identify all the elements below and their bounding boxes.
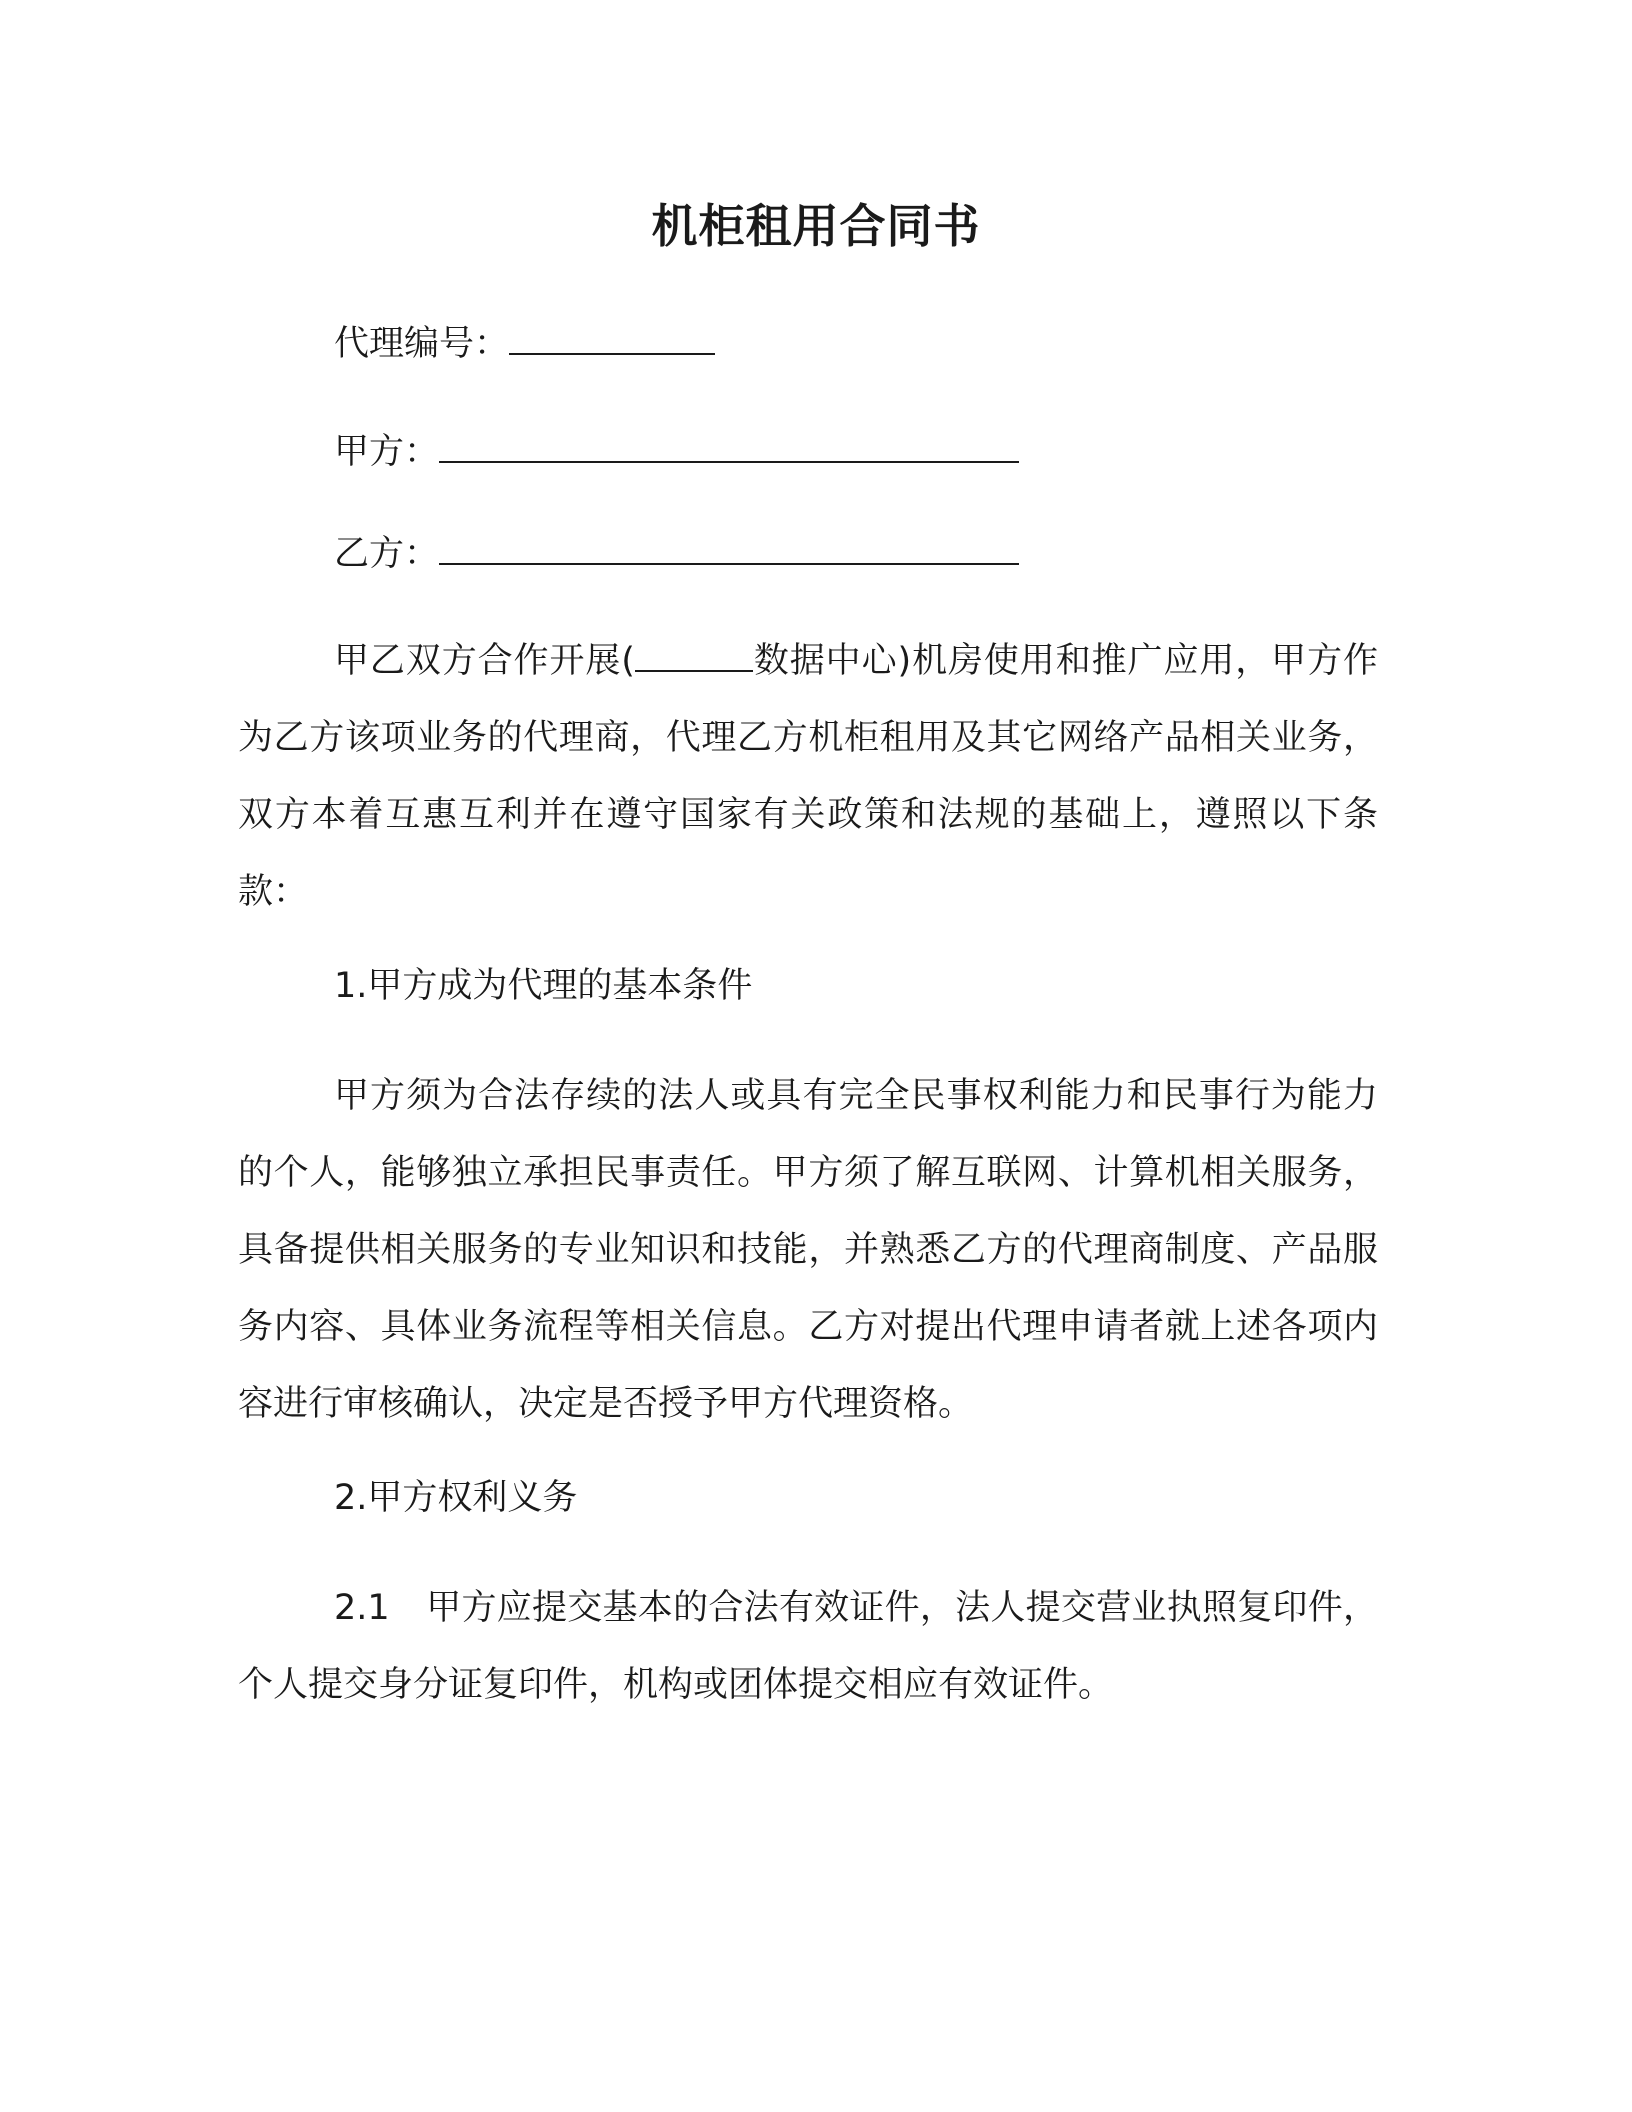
party-a-blank[interactable] [439, 431, 1019, 463]
clause-2-1-text: 甲方应提交基本的合法有效证件，法人提交营业执照复印件，个人提交身分证复印件，机构或团体提交相应有效证件。 [238, 1588, 1378, 1705]
agent-code-label: 代理编号： [334, 324, 510, 364]
agent-code-field [334, 320, 715, 368]
party-b-field [334, 530, 1019, 578]
document-title: 机柜租用合同书 [651, 199, 981, 253]
party-b-blank[interactable] [439, 533, 1019, 565]
party-b-label: 乙方： [334, 534, 440, 574]
party-a-field [334, 428, 1019, 476]
intro-paragraph [238, 623, 1378, 931]
clause-2-1 [238, 1570, 1378, 1724]
clause-2-1-number: 2.1 [334, 1588, 390, 1628]
intro-text-before-blank: 甲乙双方合作开展( [334, 641, 635, 681]
intro-text-after-blank: 数据中心)机房使用和推广应用，甲方作为乙方该项业务的代理商，代理乙方机柜租用及其它网络产品相关业务，双方本着互惠互利并在遵守国家有关政策和法规的基础上，遵照以下条款： [238, 641, 1378, 912]
agent-code-blank[interactable] [509, 323, 715, 355]
data-center-blank[interactable] [635, 640, 753, 672]
section2-heading: 2.甲方权利义务 [334, 1478, 578, 1518]
party-a-label: 甲方： [334, 432, 440, 472]
section1-heading: 1.甲方成为代理的基本条件 [334, 966, 753, 1006]
section1-body: 甲方须为合法存续的法人或具有完全民事权利能力和民事行为能力的个人，能够独立承担民事责任。甲方须了解互联网、计算机相关服务，具备提供相关服务的专业知识和技能，并熟悉乙方的代理商制度、产品服务内容、具体业务流程等相关信息。乙方对提出代理申请者就上述各项内容进行审核确认，决定是否授予甲方代理资格。 [238, 1076, 1378, 1424]
